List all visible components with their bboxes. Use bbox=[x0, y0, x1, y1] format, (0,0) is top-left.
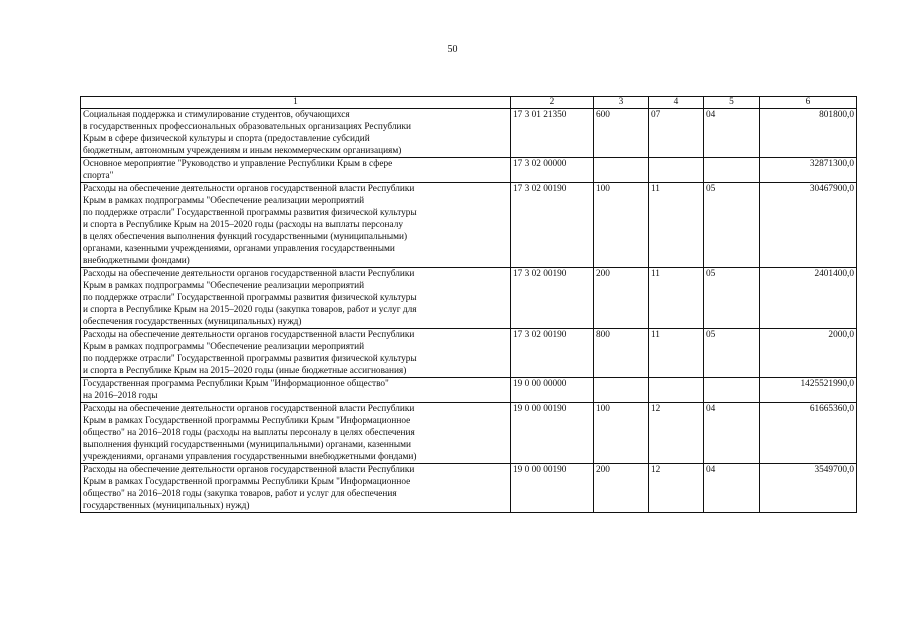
row-expense-type: 800 bbox=[594, 329, 649, 378]
header-col-3: 3 bbox=[594, 97, 649, 109]
row-subsection bbox=[704, 378, 760, 403]
row-description: Социальная поддержка и стимулирование студентов, обучающихся в государственных профессиональных образовательных организациях Республики Крым в сфере физической культуры и спорта (предоставление субсидий бюджетным, автономным учреждениям и иным некоммерческим организациям) bbox=[81, 109, 511, 158]
row-amount: 2401400,0 bbox=[760, 268, 857, 329]
row-section: 07 bbox=[649, 109, 704, 158]
row-amount: 801800,0 bbox=[760, 109, 857, 158]
table-row bbox=[81, 158, 857, 183]
row-expense-type: 100 bbox=[594, 183, 649, 268]
row-expense-type: 200 bbox=[594, 268, 649, 329]
row-subsection: 04 bbox=[704, 464, 760, 513]
table-row bbox=[81, 109, 857, 158]
header-col-6: 6 bbox=[760, 97, 857, 109]
row-expense-type: 600 bbox=[594, 109, 649, 158]
budget-table bbox=[80, 96, 857, 513]
table-header-row bbox=[81, 97, 857, 109]
row-description: Расходы на обеспечение деятельности органов государственной власти Республики Крым в рамках Государственной программы Республики Крым "Информационное общество" на 2016–2018 годы (закупка товаров, работ и услуг для обеспечения государственных (муниципальных) нужд) bbox=[81, 464, 511, 513]
row-expense-type bbox=[594, 378, 649, 403]
row-subsection: 05 bbox=[704, 183, 760, 268]
row-subsection bbox=[704, 158, 760, 183]
row-section: 12 bbox=[649, 403, 704, 464]
row-subsection: 05 bbox=[704, 329, 760, 378]
row-section: 11 bbox=[649, 183, 704, 268]
row-description: Расходы на обеспечение деятельности органов государственной власти Республики Крым в рамках Государственной программы Республики Крым "Информационное общество" на 2016–2018 годы (расходы на выплаты персоналу в целях обеспечения выполнения функций государственными (муниципальными) органами, казенными учреждениями, органами управления государственными внебюджетными фондами) bbox=[81, 403, 511, 464]
row-subsection: 04 bbox=[704, 403, 760, 464]
table-row bbox=[81, 378, 857, 403]
row-amount: 1425521990,0 bbox=[760, 378, 857, 403]
row-amount: 2000,0 bbox=[760, 329, 857, 378]
row-amount: 32871300,0 bbox=[760, 158, 857, 183]
row-subsection: 04 bbox=[704, 109, 760, 158]
row-target-code: 19 0 00 00190 bbox=[511, 403, 594, 464]
table-row bbox=[81, 329, 857, 378]
table-row bbox=[81, 464, 857, 513]
row-description: Основное мероприятие "Руководство и управление Республики Крым в сфере спорта" bbox=[81, 158, 511, 183]
row-section bbox=[649, 378, 704, 403]
row-target-code: 17 3 02 00190 bbox=[511, 329, 594, 378]
row-target-code: 17 3 02 00190 bbox=[511, 268, 594, 329]
header-col-2: 2 bbox=[511, 97, 594, 109]
header-col-1: 1 bbox=[81, 97, 511, 109]
row-amount: 3549700,0 bbox=[760, 464, 857, 513]
table-row bbox=[81, 268, 857, 329]
header-col-4: 4 bbox=[649, 97, 704, 109]
row-target-code: 19 0 00 00190 bbox=[511, 464, 594, 513]
row-description: Государственная программа Республики Крым "Информационное общество" на 2016–2018 годы bbox=[81, 378, 511, 403]
row-subsection: 05 bbox=[704, 268, 760, 329]
row-amount: 61665360,0 bbox=[760, 403, 857, 464]
row-section: 12 bbox=[649, 464, 704, 513]
row-expense-type: 100 bbox=[594, 403, 649, 464]
row-description: Расходы на обеспечение деятельности органов государственной власти Республики Крым в рамках подпрограммы "Обеспечение реализации мероприятий по поддержке отрасли" Государственной программы развития физической культуры и спорта в Республике Крым на 2015–2020 годы (закупка товаров, работ и услуг для обеспечения государственных (муниципальных) нужд) bbox=[81, 268, 511, 329]
page-number: 50 bbox=[447, 44, 458, 55]
row-target-code: 17 3 02 00000 bbox=[511, 158, 594, 183]
row-section bbox=[649, 158, 704, 183]
row-description: Расходы на обеспечение деятельности органов государственной власти Республики Крым в рамках подпрограммы "Обеспечение реализации мероприятий по поддержке отрасли" Государственной программы развития физической культуры и спорта в Республике Крым на 2015–2020 годы (иные бюджетные ассигнования) bbox=[81, 329, 511, 378]
row-amount: 30467900,0 bbox=[760, 183, 857, 268]
row-description: Расходы на обеспечение деятельности органов государственной власти Республики Крым в рамках подпрограммы "Обеспечение реализации мероприятий по поддержке отрасли" Государственной программы развития физической культуры и спорта в Республике Крым на 2015–2020 годы (расходы на выплаты персоналу в целях обеспечения выполнения функций государственными (муниципальными) органами, казенными учреждениями, органами управления государственными внебюджетными фондами) bbox=[81, 183, 511, 268]
row-target-code: 17 3 02 00190 bbox=[511, 183, 594, 268]
row-section: 11 bbox=[649, 268, 704, 329]
row-target-code: 19 0 00 00000 bbox=[511, 378, 594, 403]
table-row bbox=[81, 183, 857, 268]
row-expense-type bbox=[594, 158, 649, 183]
table-row bbox=[81, 403, 857, 464]
header-col-5: 5 bbox=[704, 97, 760, 109]
row-expense-type: 200 bbox=[594, 464, 649, 513]
row-target-code: 17 3 01 21350 bbox=[511, 109, 594, 158]
row-section: 11 bbox=[649, 329, 704, 378]
